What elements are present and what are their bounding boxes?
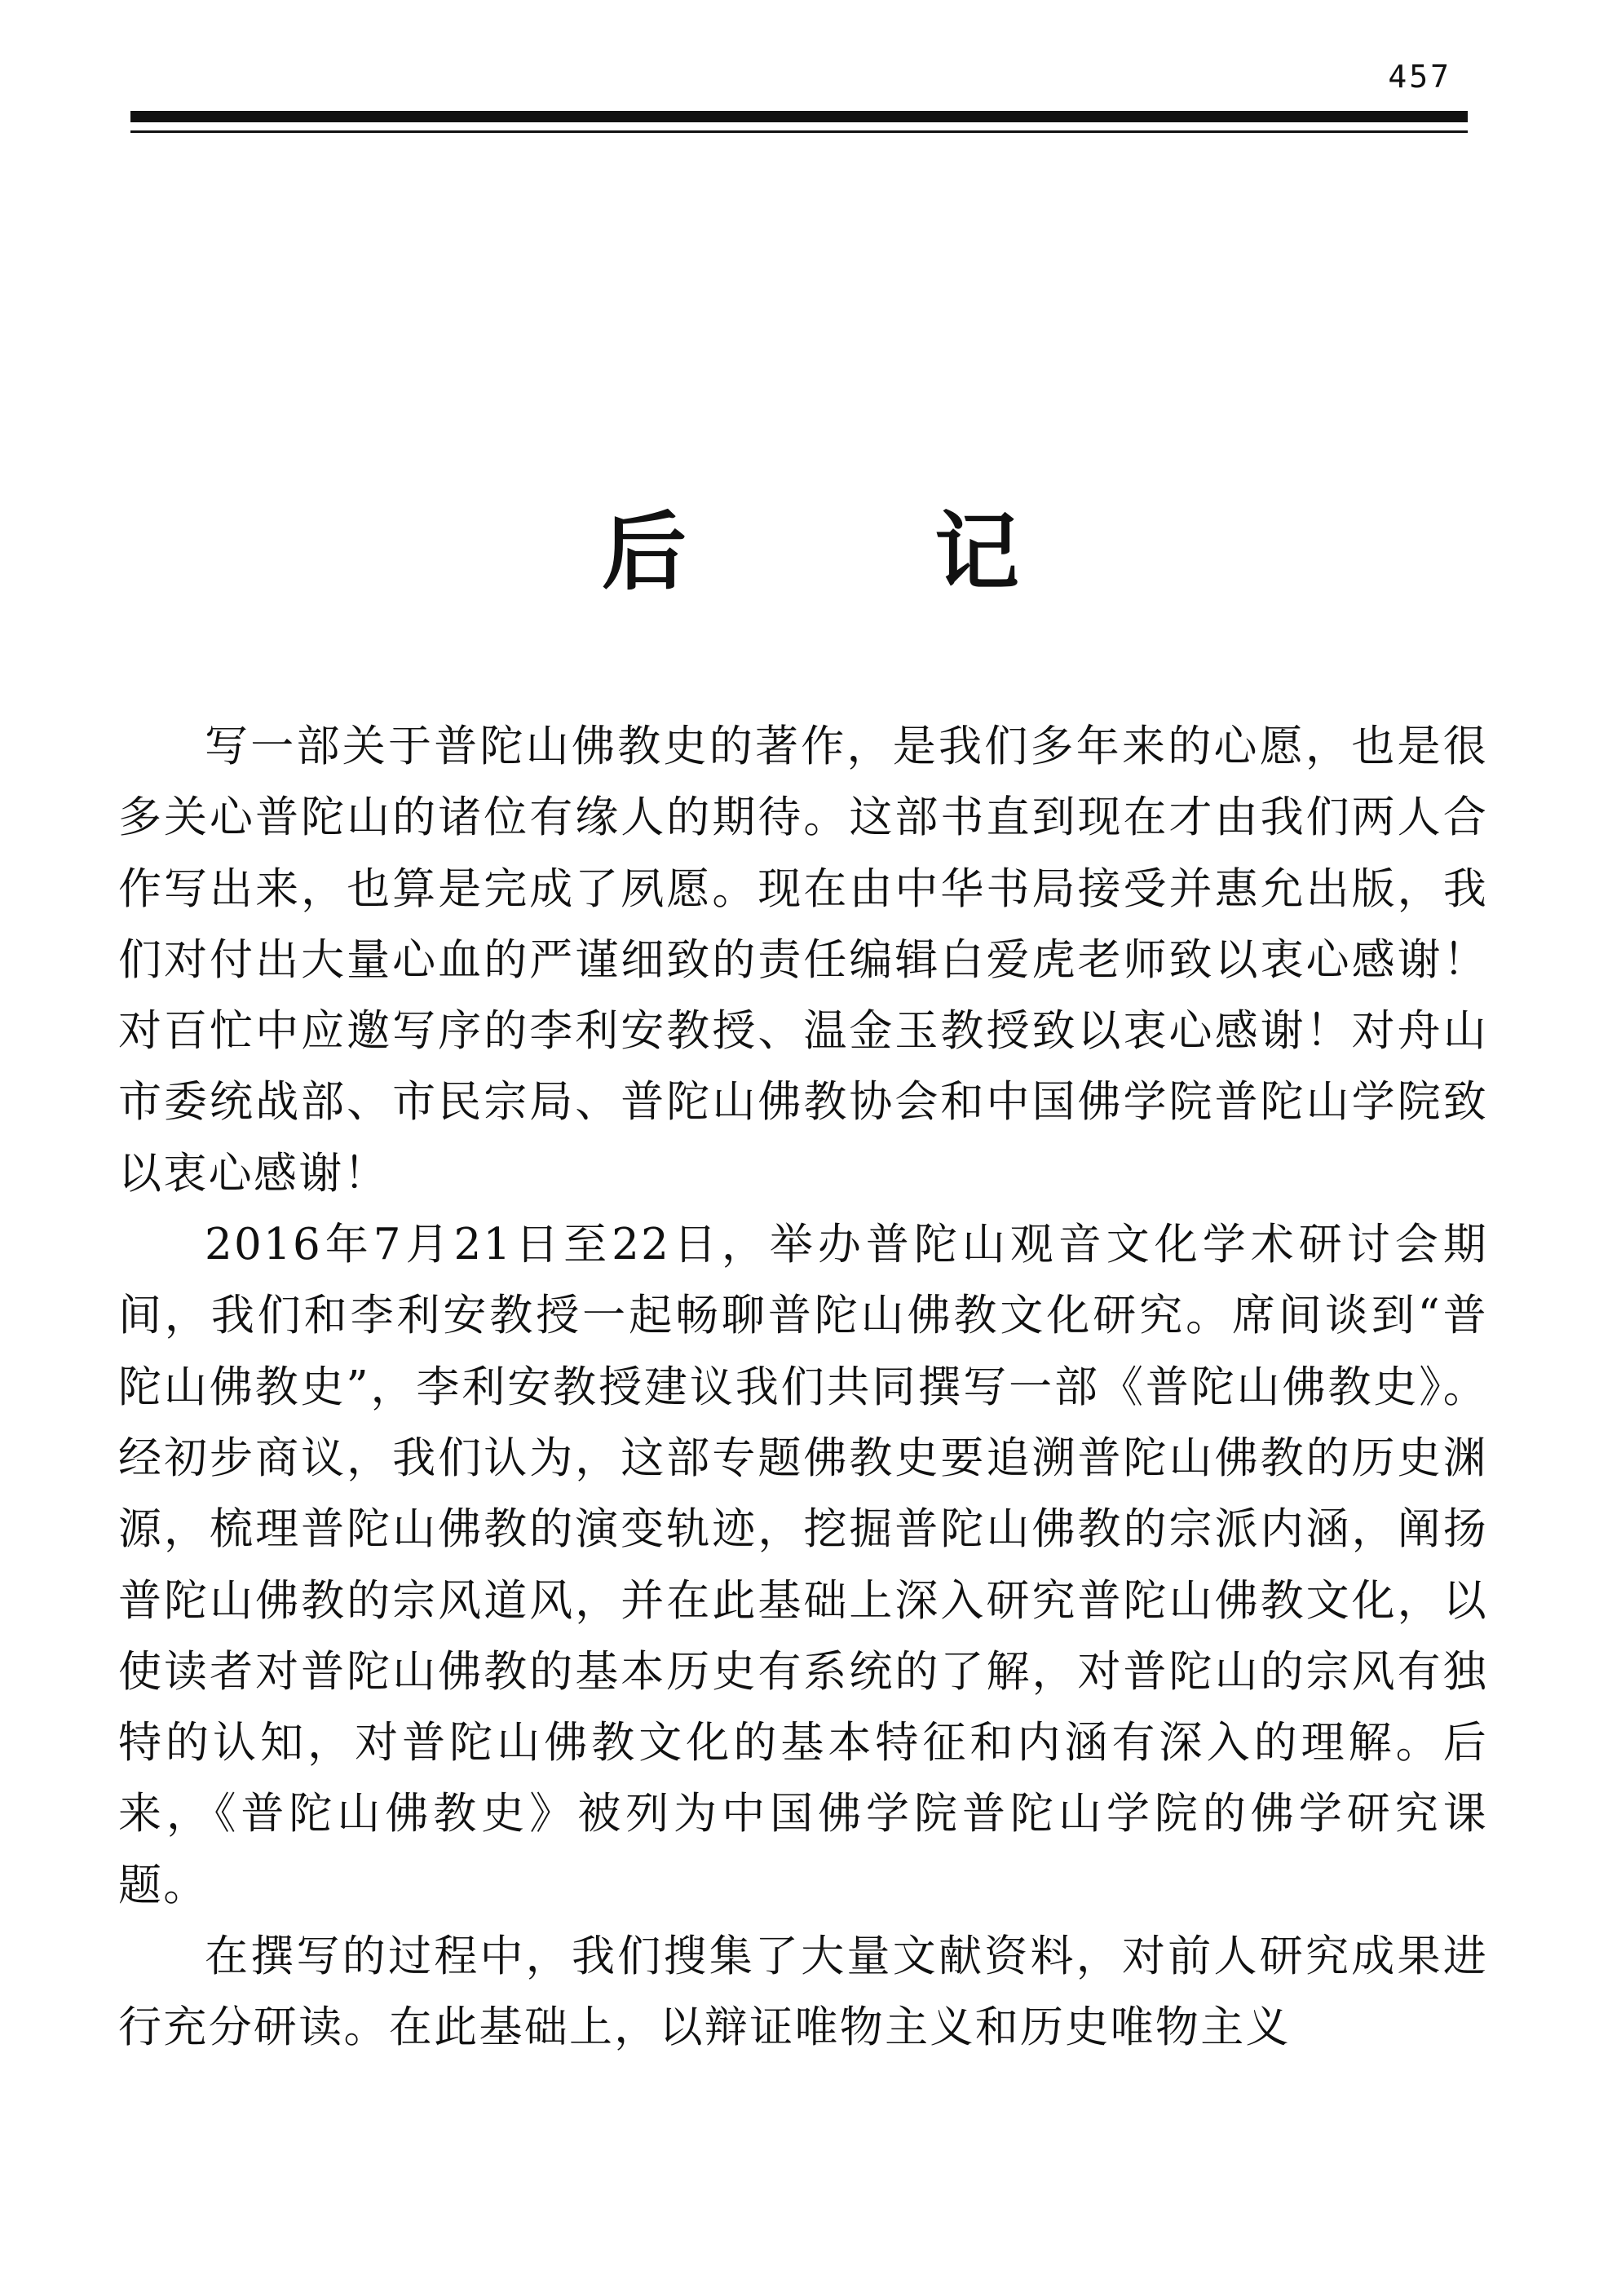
paragraph: 在撰写的过程中，我们搜集了大量文献资料，对前人研究成果进行充分研读。在此基础上，以辩证唯物主义和历史唯物主义 [118, 1932, 1488, 2053]
page-title: 后 记 [601, 501, 1101, 602]
paragraph: 写一部关于普陀山佛教史的著作，是我们多年来的心愿，也是很多关心普陀山的诸位有缘人的期待。这部书直到现在才由我们两人合作写出来，也算是完成了夙愿。现在由中华书局接受并惠允出版，我们对付出大量心血的严谨细致的责任编辑白爱虎老师致以衷心感谢！对百忙中应邀写序的李利安教授、温金玉教授致以衷心感谢！对舟山市委统战部、市民宗局、普陀山佛教协会和中国佛学院普陀山学院致以衷心感谢！ [118, 722, 1488, 1199]
header-rule-thin [130, 130, 1468, 133]
header-rule-thick [130, 111, 1468, 122]
page-number: 457 [1388, 59, 1451, 95]
paragraph: 2016年7月21日至22日，举办普陀山观音文化学术研讨会期间，我们和李利安教授一起畅聊普陀山佛教文化研究。席间谈到“普陀山佛教史”，李利安教授建议我们共同撰写一部《普陀山佛教史》。经初步商议，我们认为，这部专题佛教史要追溯普陀山佛教的历史渊源，梳理普陀山佛教的演变轨迹，挖掘普陀山佛教的宗派内涵，阐扬普陀山佛教的宗风道风，并在此基础上深入研究普陀山佛教文化，以使读者对普陀山佛教的基本历史有系统的了解，对普陀山的宗风有独特的认知，对普陀山佛教文化的基本特征和内涵有深入的理解。后来，《普陀山佛教史》被列为中国佛学院普陀山学院的佛学研究课题。 [118, 1220, 1488, 1910]
body-text [118, 711, 1488, 2064]
